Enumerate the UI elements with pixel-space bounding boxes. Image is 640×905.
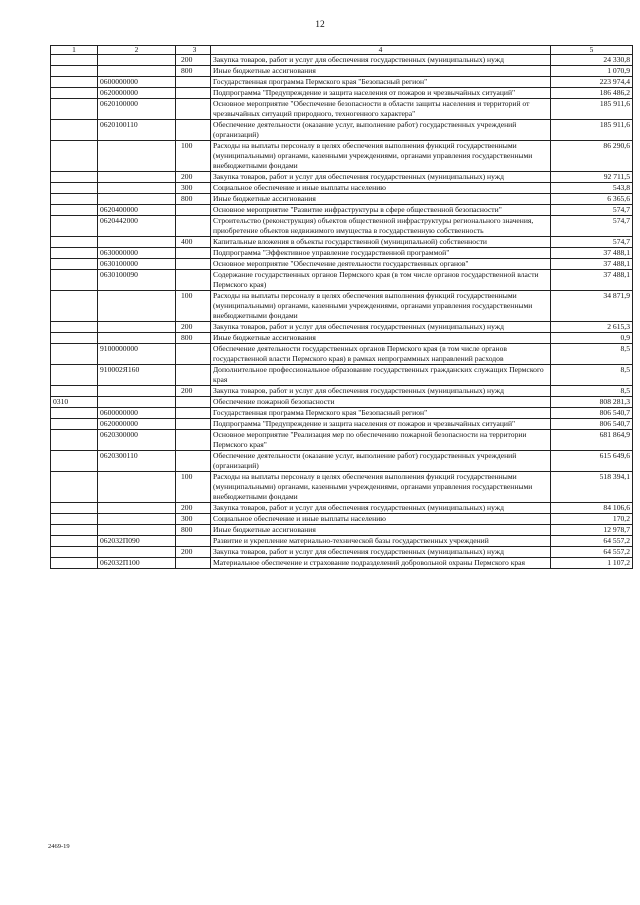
item-name-cell: Закупка товаров, работ и услуг для обеспечения государственных (муниципальных) нужд (211, 503, 551, 514)
column-header: 4 (211, 46, 551, 55)
item-name-cell: Закупка товаров, работ и услуг для обеспечения государственных (муниципальных) нужд (211, 386, 551, 397)
amount-cell: 2 615,3 (551, 322, 633, 333)
target-article-cell (98, 472, 176, 503)
section-code-cell (51, 120, 98, 141)
amount-cell: 12 978,7 (551, 525, 633, 536)
expense-type-cell: 100 (176, 291, 211, 322)
table-row (51, 237, 633, 248)
table-row (51, 386, 633, 397)
target-article-cell: 0620442000 (98, 216, 176, 237)
expense-type-cell: 800 (176, 66, 211, 77)
table-row (51, 172, 633, 183)
expense-type-cell (176, 558, 211, 569)
item-name-cell: Обеспечение деятельности (оказание услуг, выполнение работ) государственных учреждений (организаций) (211, 120, 551, 141)
table-row (51, 344, 633, 365)
table-row (51, 333, 633, 344)
amount-cell: 185 911,6 (551, 99, 633, 120)
item-name-cell: Иные бюджетные ассигнования (211, 66, 551, 77)
section-code-cell: 0310 (51, 397, 98, 408)
target-article-cell: 0620400000 (98, 205, 176, 216)
amount-cell: 84 106,6 (551, 503, 633, 514)
expense-type-cell (176, 99, 211, 120)
expense-type-cell (176, 451, 211, 472)
item-name-cell: Расходы на выплаты персоналу в целях обеспечения выполнения функций государственными (муниципальными) органами, казенными учреждениями, органами управления государственными внебюджетными фондами (211, 291, 551, 322)
amount-cell: 8,5 (551, 365, 633, 386)
expense-type-cell: 800 (176, 194, 211, 205)
target-article-cell (98, 547, 176, 558)
item-name-cell: Содержание государственных органов Пермского края (в том числе органов государственной власти Пермского края) (211, 270, 551, 291)
amount-cell: 681 864,9 (551, 430, 633, 451)
column-header: 3 (176, 46, 211, 55)
table-row (51, 419, 633, 430)
item-name-cell: Основное мероприятие "Развитие инфраструктуры в сфере общественной безопасности" (211, 205, 551, 216)
section-code-cell (51, 99, 98, 120)
target-article-cell (98, 194, 176, 205)
expense-type-cell: 300 (176, 514, 211, 525)
section-code-cell (51, 503, 98, 514)
item-name-cell: Иные бюджетные ассигнования (211, 333, 551, 344)
amount-cell: 8,5 (551, 344, 633, 365)
expense-type-cell (176, 419, 211, 430)
section-code-cell (51, 270, 98, 291)
item-name-cell: Капитальные вложения в объекты государственной (муниципальной) собственности (211, 237, 551, 248)
target-article-cell (98, 333, 176, 344)
target-article-cell: 0620300110 (98, 451, 176, 472)
expense-type-cell (176, 88, 211, 99)
amount-cell: 24 330,8 (551, 55, 633, 66)
expense-type-cell: 300 (176, 183, 211, 194)
amount-cell: 518 394,1 (551, 472, 633, 503)
target-article-cell (98, 141, 176, 172)
item-name-cell: Социальное обеспечение и иные выплаты населению (211, 514, 551, 525)
column-header: 5 (551, 46, 633, 55)
page-number: 12 (315, 20, 325, 30)
expense-type-cell: 100 (176, 472, 211, 503)
item-name-cell: Иные бюджетные ассигнования (211, 525, 551, 536)
table-row (51, 408, 633, 419)
table-row (51, 397, 633, 408)
table-row (51, 259, 633, 270)
amount-cell: 37 488,1 (551, 259, 633, 270)
item-name-cell: Закупка товаров, работ и услуг для обеспечения государственных (муниципальных) нужд (211, 322, 551, 333)
target-article-cell: 0620100000 (98, 99, 176, 120)
item-name-cell: Закупка товаров, работ и услуг для обеспечения государственных (муниципальных) нужд (211, 55, 551, 66)
target-article-cell (98, 322, 176, 333)
amount-cell: 37 488,1 (551, 248, 633, 259)
target-article-cell: 0630100000 (98, 259, 176, 270)
section-code-cell (51, 194, 98, 205)
table-row (51, 503, 633, 514)
table-row (51, 558, 633, 569)
target-article-cell (98, 237, 176, 248)
target-article-cell: 0620000000 (98, 419, 176, 430)
expense-type-cell: 400 (176, 237, 211, 248)
table-row (51, 430, 633, 451)
amount-cell: 806 540,7 (551, 408, 633, 419)
expense-type-cell: 200 (176, 547, 211, 558)
table-header-row (51, 46, 633, 55)
item-name-cell: Основное мероприятие "Обеспечение деятельности государственных органов" (211, 259, 551, 270)
amount-cell: 34 871,9 (551, 291, 633, 322)
amount-cell: 806 540,7 (551, 419, 633, 430)
expense-type-cell (176, 120, 211, 141)
item-name-cell: Государственная программа Пермского края "Безопасный регион" (211, 408, 551, 419)
item-name-cell: Социальное обеспечение и иные выплаты населению (211, 183, 551, 194)
item-name-cell: Расходы на выплаты персоналу в целях обеспечения выполнения функций государственными (муниципальными) органами, казенными учреждениями, органами управления государственными внебюджетными фондами (211, 141, 551, 172)
expense-type-cell: 200 (176, 503, 211, 514)
expense-type-cell (176, 408, 211, 419)
target-article-cell: 0600000000 (98, 408, 176, 419)
table-row (51, 322, 633, 333)
item-name-cell: Расходы на выплаты персоналу в целях обеспечения выполнения функций государственными (муниципальными) органами, казенными учреждениями, органами управления государственными внебюджетными фондами (211, 472, 551, 503)
target-article-cell (98, 525, 176, 536)
expense-type-cell: 200 (176, 55, 211, 66)
target-article-cell (98, 172, 176, 183)
item-name-cell: Обеспечение деятельности государственных органов Пермского края (в том числе органов государственной власти Пермского края) в рамках непрограммных направлений расходов (211, 344, 551, 365)
section-code-cell (51, 419, 98, 430)
section-code-cell (51, 66, 98, 77)
amount-cell: 223 974,4 (551, 77, 633, 88)
table-row (51, 99, 633, 120)
expense-type-cell (176, 259, 211, 270)
section-code-cell (51, 141, 98, 172)
table-row (51, 183, 633, 194)
expense-type-cell (176, 205, 211, 216)
target-article-cell (98, 397, 176, 408)
target-article-cell: 910002Я160 (98, 365, 176, 386)
table-row (51, 205, 633, 216)
table-row (51, 365, 633, 386)
section-code-cell (51, 237, 98, 248)
section-code-cell (51, 525, 98, 536)
expense-type-cell (176, 397, 211, 408)
table-row (51, 77, 633, 88)
section-code-cell (51, 472, 98, 503)
section-code-cell (51, 183, 98, 194)
section-code-cell (51, 216, 98, 237)
amount-cell: 170,2 (551, 514, 633, 525)
amount-cell: 37 488,1 (551, 270, 633, 291)
item-name-cell: Строительство (реконструкция) объектов общественной инфраструктуры регионального значения, приобретение объектов недвижимого имущества в государственную собственность (211, 216, 551, 237)
table-row (51, 88, 633, 99)
target-article-cell (98, 66, 176, 77)
expense-type-cell: 800 (176, 333, 211, 344)
target-article-cell: 9100000000 (98, 344, 176, 365)
item-name-cell: Закупка товаров, работ и услуг для обеспечения государственных (муниципальных) нужд (211, 547, 551, 558)
item-name-cell: Закупка товаров, работ и услуг для обеспечения государственных (муниципальных) нужд (211, 172, 551, 183)
target-article-cell (98, 183, 176, 194)
item-name-cell: Иные бюджетные ассигнования (211, 194, 551, 205)
section-code-cell (51, 408, 98, 419)
item-name-cell: Материальное обеспечение и страхование подразделений добровольной охраны Пермского края (211, 558, 551, 569)
amount-cell: 92 711,5 (551, 172, 633, 183)
section-code-cell (51, 88, 98, 99)
expense-type-cell (176, 216, 211, 237)
expense-type-cell (176, 430, 211, 451)
expense-type-cell: 100 (176, 141, 211, 172)
section-code-cell (51, 259, 98, 270)
table-row (51, 55, 633, 66)
item-name-cell: Подпрограмма "Эффективное управление государственной программой" (211, 248, 551, 259)
target-article-cell: 062032П100 (98, 558, 176, 569)
section-code-cell (51, 205, 98, 216)
document-code: 2469-19 (48, 843, 70, 850)
item-name-cell: Основное мероприятие "Обеспечение безопасности в области защиты населения и территорий от чрезвычайных ситуаций природного, техногенного характера" (211, 99, 551, 120)
target-article-cell (98, 503, 176, 514)
table-row (51, 120, 633, 141)
column-header: 1 (51, 46, 98, 55)
expense-type-cell: 800 (176, 525, 211, 536)
target-article-cell: 0630100090 (98, 270, 176, 291)
amount-cell: 1 070,9 (551, 66, 633, 77)
item-name-cell: Развитие и укрепление материально-технической базы государственных учреждений (211, 536, 551, 547)
section-code-cell (51, 248, 98, 259)
section-code-cell (51, 558, 98, 569)
amount-cell: 615 649,6 (551, 451, 633, 472)
table-row (51, 536, 633, 547)
expense-type-cell (176, 77, 211, 88)
target-article-cell: 0620000000 (98, 88, 176, 99)
amount-cell: 574,7 (551, 216, 633, 237)
section-code-cell (51, 547, 98, 558)
amount-cell: 186 486,2 (551, 88, 633, 99)
amount-cell: 543,8 (551, 183, 633, 194)
target-article-cell (98, 291, 176, 322)
amount-cell: 86 290,6 (551, 141, 633, 172)
table-row (51, 66, 633, 77)
section-code-cell (51, 344, 98, 365)
item-name-cell: Подпрограмма "Предупреждение и защита населения от пожаров и чрезвычайных ситуаций" (211, 419, 551, 430)
target-article-cell: 062032П090 (98, 536, 176, 547)
expense-type-cell (176, 248, 211, 259)
budget-table-body (51, 46, 633, 569)
expense-type-cell: 200 (176, 386, 211, 397)
expense-type-cell (176, 536, 211, 547)
item-name-cell: Обеспечение деятельности (оказание услуг, выполнение работ) государственных учреждений (организаций) (211, 451, 551, 472)
budget-table (50, 45, 633, 569)
section-code-cell (51, 291, 98, 322)
table-row (51, 514, 633, 525)
amount-cell: 64 557,2 (551, 536, 633, 547)
table-row (51, 547, 633, 558)
amount-cell: 574,7 (551, 205, 633, 216)
table-row (51, 472, 633, 503)
target-article-cell (98, 514, 176, 525)
column-header: 2 (98, 46, 176, 55)
expense-type-cell: 200 (176, 322, 211, 333)
target-article-cell: 0600000000 (98, 77, 176, 88)
item-name-cell: Обеспечение пожарной безопасности (211, 397, 551, 408)
expense-type-cell: 200 (176, 172, 211, 183)
table-row (51, 270, 633, 291)
target-article-cell: 0620100110 (98, 120, 176, 141)
expense-type-cell (176, 365, 211, 386)
section-code-cell (51, 322, 98, 333)
amount-cell: 0,9 (551, 333, 633, 344)
expense-type-cell (176, 270, 211, 291)
section-code-cell (51, 55, 98, 66)
section-code-cell (51, 365, 98, 386)
item-name-cell: Подпрограмма "Предупреждение и защита населения от пожаров и чрезвычайных ситуаций" (211, 88, 551, 99)
section-code-cell (51, 514, 98, 525)
item-name-cell: Основное мероприятие "Реализация мер по обеспечению пожарной безопасности на территории Пермского края" (211, 430, 551, 451)
table-row (51, 451, 633, 472)
table-row (51, 216, 633, 237)
table-row (51, 194, 633, 205)
target-article-cell (98, 386, 176, 397)
amount-cell: 185 911,6 (551, 120, 633, 141)
table-row (51, 141, 633, 172)
section-code-cell (51, 451, 98, 472)
expense-type-cell (176, 344, 211, 365)
section-code-cell (51, 536, 98, 547)
section-code-cell (51, 430, 98, 451)
target-article-cell: 0630000000 (98, 248, 176, 259)
target-article-cell: 0620300000 (98, 430, 176, 451)
amount-cell: 574,7 (551, 237, 633, 248)
section-code-cell (51, 386, 98, 397)
table-row (51, 248, 633, 259)
amount-cell: 808 281,3 (551, 397, 633, 408)
section-code-cell (51, 172, 98, 183)
amount-cell: 6 365,6 (551, 194, 633, 205)
item-name-cell: Дополнительное профессиональное образование государственных гражданских служащих Пермского края (211, 365, 551, 386)
amount-cell: 64 557,2 (551, 547, 633, 558)
amount-cell: 8,5 (551, 386, 633, 397)
amount-cell: 1 107,2 (551, 558, 633, 569)
section-code-cell (51, 333, 98, 344)
table-row (51, 525, 633, 536)
table-row (51, 291, 633, 322)
item-name-cell: Государственная программа Пермского края "Безопасный регион" (211, 77, 551, 88)
target-article-cell (98, 55, 176, 66)
section-code-cell (51, 77, 98, 88)
